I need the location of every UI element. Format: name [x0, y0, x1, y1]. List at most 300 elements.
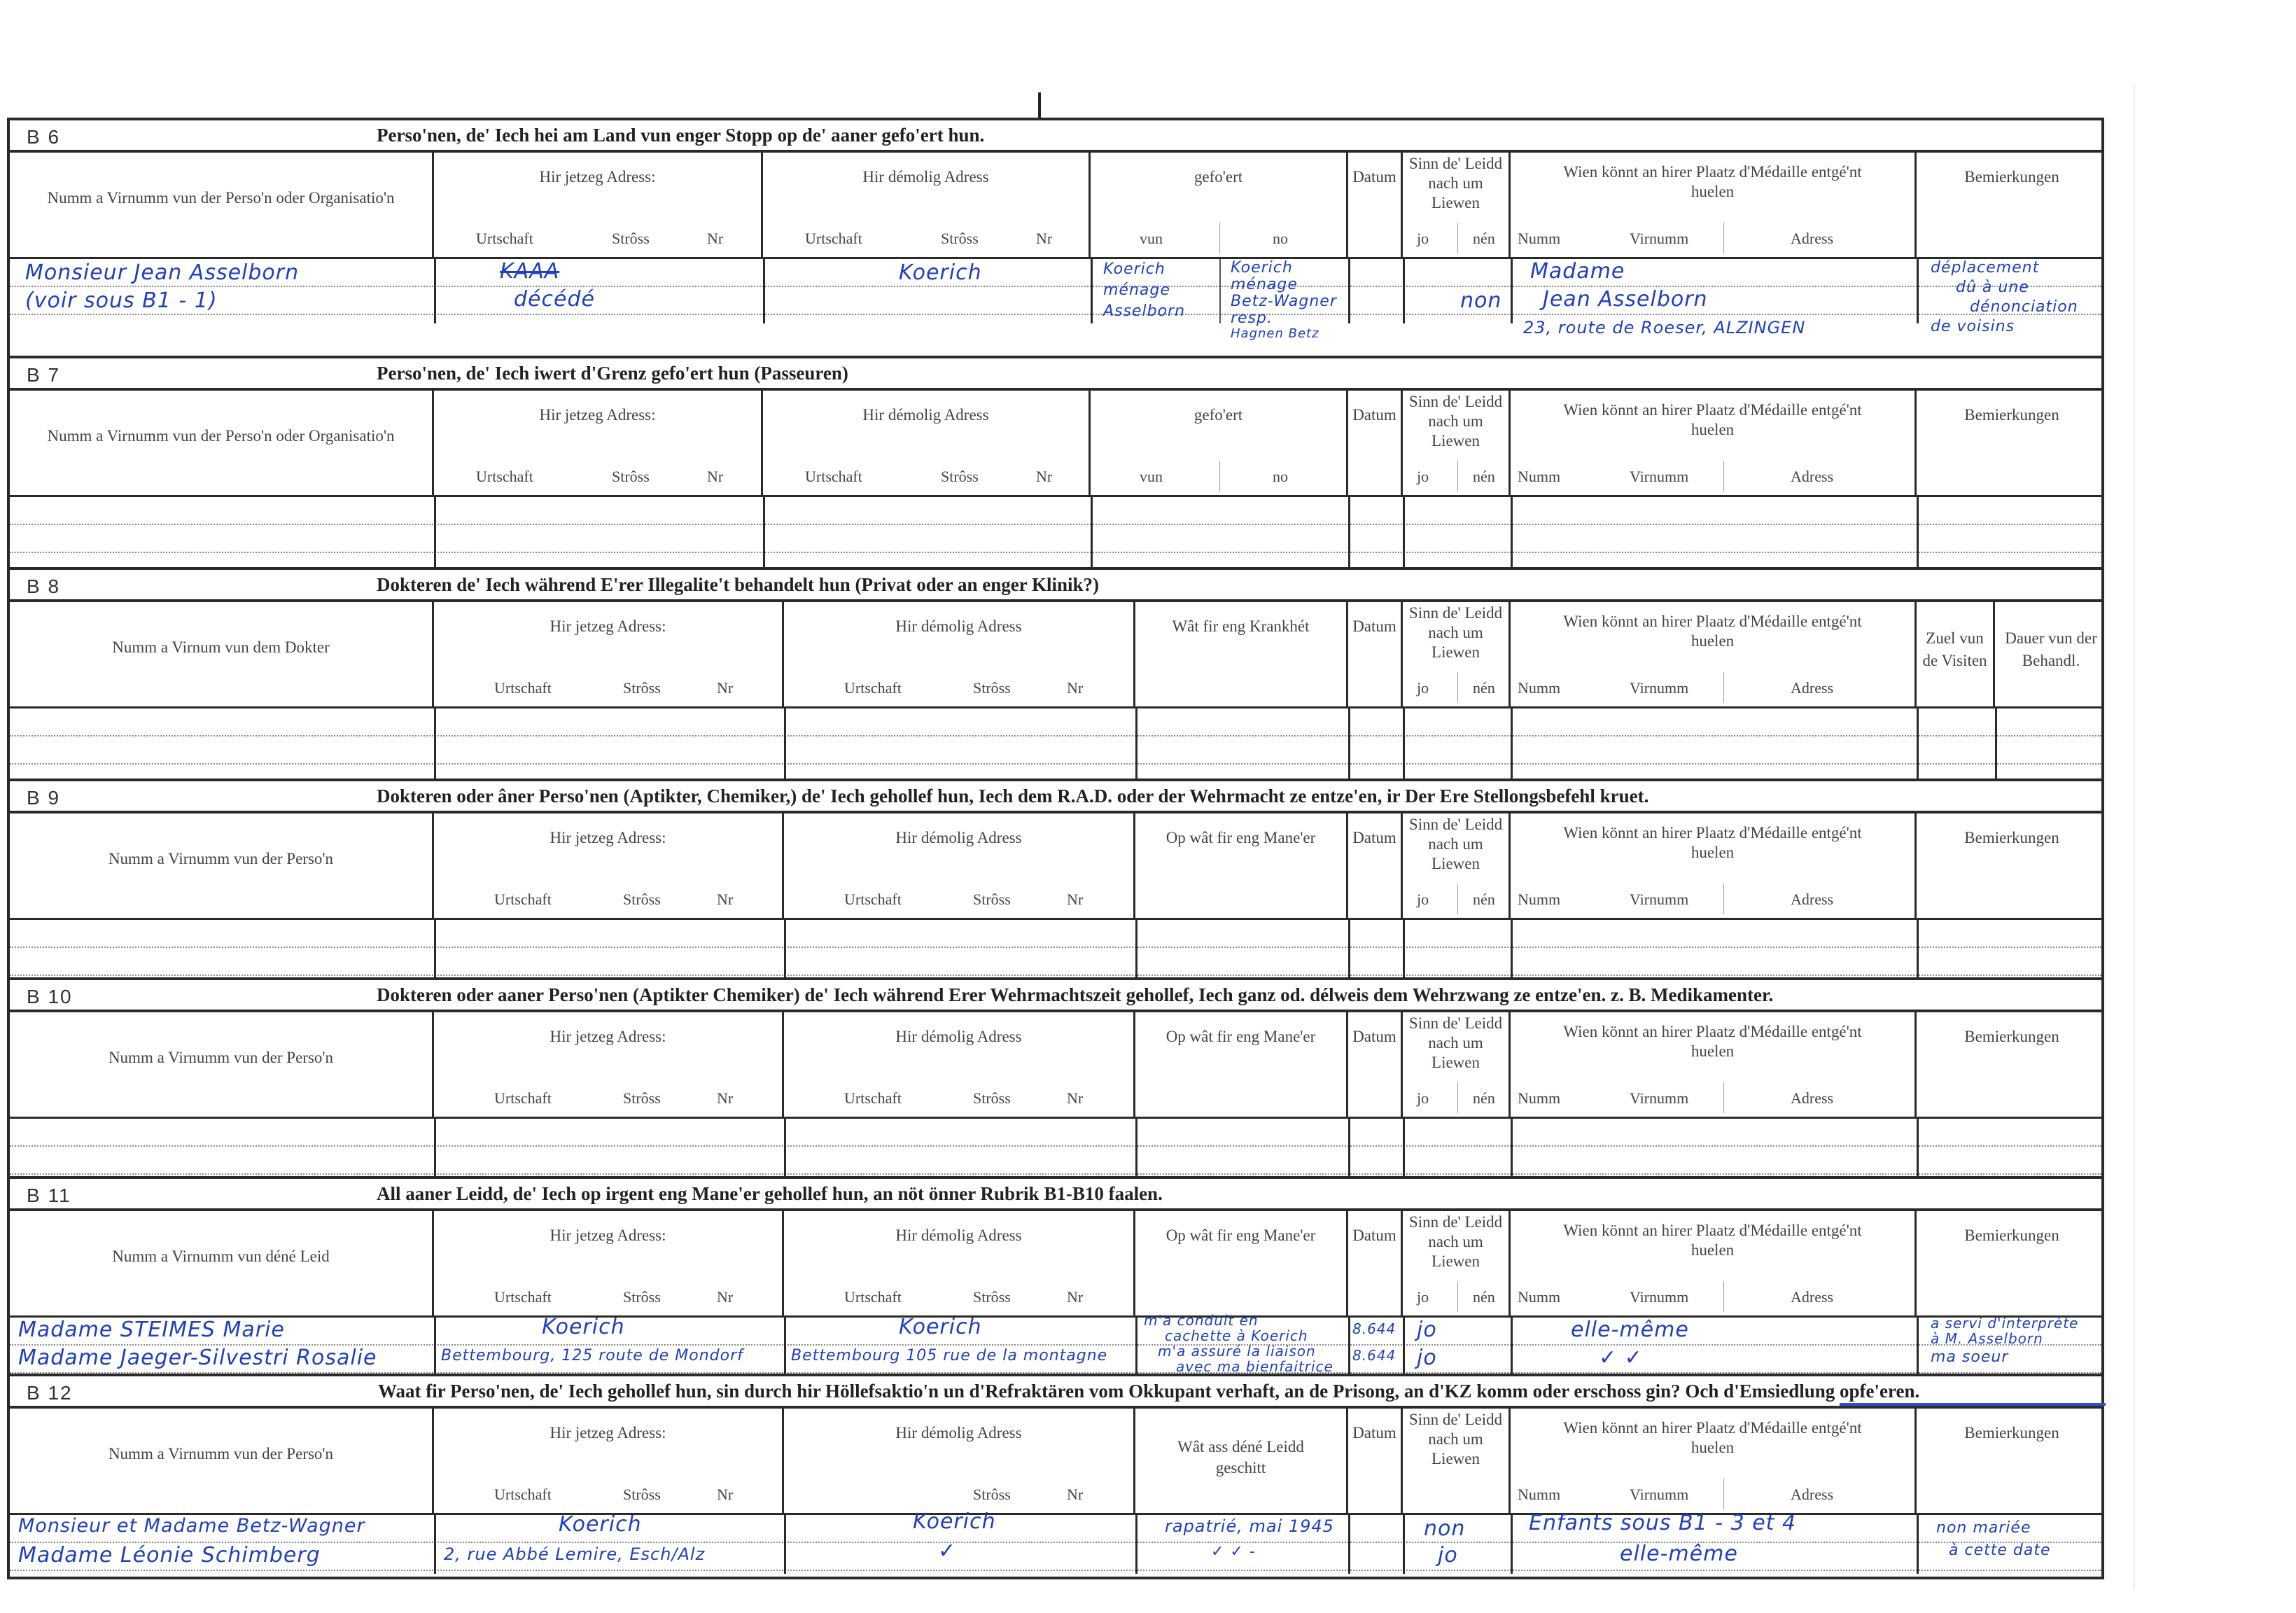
section-title: Perso'nen, de' Iech iwert d'Grenz gefo'ert hun (Passeuren): [377, 363, 848, 384]
col-former-address: [784, 1012, 1135, 1117]
sub-firstname: Virnumm: [1630, 230, 1689, 247]
table-row: [10, 736, 2101, 764]
row-divider: [1511, 920, 1513, 977]
section-title: Waat fir Perso'nen, de' Iech gehollef hun, sin durch hir Höllefsaktio'n un d'Refraktären vom Okkupant verhaft, an de Prisong, an d'KZ komm oder erschoss gin? Och d'Emsiedlung opfe'eren.: [378, 1381, 1920, 1402]
row-divider: [763, 259, 765, 323]
section-code: B 6: [27, 126, 61, 148]
sub-surname: Numm: [1518, 1486, 1561, 1503]
header-visits: Zuel vun de Visiten: [1922, 629, 1987, 669]
sub-yes: jo: [1417, 891, 1429, 908]
row-divider: [1511, 1318, 1513, 1374]
section-b10: [10, 980, 2101, 1179]
column-headers: [10, 1409, 2101, 1515]
col-current-address: [434, 1211, 784, 1315]
col-name: [10, 1211, 434, 1315]
divider: [1723, 1082, 1724, 1113]
column-headers: [10, 153, 2101, 259]
sub-no: nén: [1473, 468, 1495, 485]
sub-nr: Nr: [717, 1089, 734, 1107]
hw-to: Betz-Wagner: [1231, 293, 1337, 310]
header-alive: Sinn de' Leidd nach um Liewen: [1408, 1213, 1503, 1270]
col-name: [10, 1012, 434, 1117]
header-date: Datum: [1352, 617, 1396, 635]
header-alive: Sinn de' Leidd nach um Liewen: [1408, 1014, 1503, 1071]
sub-yes: jo: [1417, 1089, 1429, 1107]
row-divider: [434, 259, 436, 323]
header-name: Numm a Virnumm vun déné Leid: [112, 1248, 330, 1265]
hw-remarks: de voisins: [1931, 318, 2015, 335]
col-current-address: [434, 1409, 784, 1513]
section-title: All aaner Leidd, de' Iech op irgent eng Mane'er gehollef hun, an nöt önner Rubrik B1-B10 faalen.: [377, 1183, 1163, 1204]
table-row: [10, 1147, 2101, 1175]
sub-address: Adress: [1791, 679, 1834, 697]
header-remarks: Bemierkungen: [1964, 168, 2059, 186]
sub-surname: Numm: [1518, 230, 1561, 247]
col-remarks: [1917, 814, 2107, 918]
hw-current-address: 2, rue Abbé Lemire, Esch/Alz: [444, 1544, 706, 1564]
section-code: B 7: [27, 364, 61, 386]
divider: [1723, 461, 1724, 491]
divider: [1219, 461, 1220, 491]
col-former-address: [784, 1211, 1135, 1315]
col-remarks: [1917, 1409, 2107, 1513]
section-title: Dokteren oder aaner Perso'nen (Aptikter Chemiker) de' Iech während Erer Wehrmachtszeit gehollef, Iech ganz od. délweis dem Wehrzwang ze entze'en. z. B. Medikamenter.: [377, 984, 1774, 1005]
section-b11: [10, 1179, 2101, 1376]
header-alive: Sinn de' Leidd nach um Liewen: [1408, 155, 1503, 211]
section-b6: [10, 120, 2101, 358]
sub-street: Strôss: [973, 679, 1011, 697]
header-former-address: Hir démolig Adress: [895, 829, 1022, 846]
hw-remarks: dénonciation: [1970, 298, 2078, 316]
row-divider: [1348, 920, 1350, 977]
divider: [1457, 223, 1458, 253]
section-code: B 8: [27, 575, 61, 597]
row-divider: [434, 1318, 436, 1374]
section-code: B 12: [27, 1382, 73, 1404]
sub-street: Strôss: [623, 1486, 661, 1503]
hw-manner: m'a assuré la liaison: [1158, 1343, 1316, 1360]
table-row: [10, 1119, 2101, 1147]
row-divider: [1917, 708, 1919, 778]
section-b8: [10, 570, 2101, 781]
sub-firstname: Virnumm: [1630, 1486, 1689, 1503]
divider: [1219, 223, 1220, 253]
row-divider: [434, 708, 436, 778]
sub-address: Adress: [1791, 1089, 1834, 1107]
sub-address: Adress: [1791, 230, 1834, 247]
sub-yes: jo: [1417, 468, 1429, 485]
hw-alive: jo: [1417, 1318, 1437, 1342]
section-header-bar: [10, 358, 2101, 391]
divider: [1457, 1082, 1458, 1113]
divider: [1723, 223, 1724, 253]
row-divider: [1511, 497, 1513, 567]
sub-nr: Nr: [1036, 230, 1053, 247]
header-moved: gefo'ert: [1194, 168, 1243, 186]
header-name: Numm a Virnumm vun der Perso'n oder Organisatio'n: [47, 427, 395, 445]
col-medal: [1511, 1012, 1917, 1117]
hw-to: resp.: [1231, 309, 1273, 327]
header-date: Datum: [1352, 829, 1396, 846]
header-moved: gefo'ert: [1194, 406, 1243, 424]
col-medal: [1511, 602, 1917, 706]
sub-nr: Nr: [1036, 468, 1053, 485]
hw-alive: jo: [1417, 1346, 1437, 1370]
hw-alive: jo: [1438, 1543, 1458, 1567]
hw-remarks: dû à une: [1956, 279, 2029, 296]
hw-remarks: déplacement: [1931, 259, 2040, 277]
row-divider: [1135, 1119, 1138, 1176]
row-divider: [1403, 497, 1405, 567]
section-code: B 11: [27, 1185, 71, 1206]
sub-locality: Urtschaft: [805, 230, 862, 247]
sub-firstname: Virnumm: [1630, 891, 1689, 908]
sub-no: nén: [1473, 1288, 1495, 1306]
row-divider: [1511, 259, 1513, 323]
header-date: Datum: [1352, 1227, 1396, 1244]
sub-firstname: Virnumm: [1630, 679, 1689, 697]
sub-surname: Numm: [1518, 1288, 1561, 1306]
sub-address: Adress: [1791, 468, 1834, 485]
row-divider: [784, 1515, 786, 1574]
hw-name: Madame Léonie Schimberg: [18, 1543, 321, 1567]
header-medal: Wien könnt an hirer Plaatz d'Médaille entgé'nt huelen: [1563, 163, 1862, 200]
col-treatment: [1995, 602, 2107, 706]
divider: [1723, 1281, 1724, 1312]
col-alive: [1403, 814, 1511, 918]
hw-medal: Enfants sous B1 - 3 et 4: [1529, 1511, 1797, 1535]
sub-street: Strôss: [623, 679, 661, 697]
sub-street: Strôss: [973, 891, 1011, 908]
header-remarks: Bemierkungen: [1964, 406, 2059, 424]
hw-former-address: Koerich: [899, 260, 982, 285]
sub-yes: jo: [1417, 679, 1429, 697]
sub-surname: Numm: [1518, 468, 1561, 485]
divider: [1457, 1281, 1458, 1312]
sub-address: Adress: [1791, 1486, 1834, 1503]
col-date: [1348, 1211, 1403, 1315]
col-visits: [1917, 602, 1995, 706]
header-remarks: Bemierkungen: [1964, 829, 2059, 846]
row-divider: [784, 1119, 786, 1176]
sub-locality: Urtschaft: [844, 679, 902, 697]
hw-medal: Madame: [1530, 259, 1625, 284]
sub-address: Adress: [1791, 1288, 1834, 1306]
sub-to: no: [1273, 230, 1288, 247]
hw-remarks: a servi d'interprète: [1931, 1315, 2079, 1332]
sub-nr: Nr: [707, 230, 724, 247]
sub-from: vun: [1140, 468, 1163, 485]
col-current-address: [434, 153, 763, 257]
header-former-address: Hir démolig Adress: [895, 1424, 1022, 1441]
col-former-address: [784, 602, 1135, 706]
row-divider: [1135, 920, 1138, 977]
section-header-bar: [10, 781, 2101, 814]
sub-street: Strôss: [623, 1089, 661, 1107]
col-remarks: [1917, 1012, 2107, 1117]
sub-locality: Urtschaft: [476, 230, 533, 247]
table-row: [10, 497, 2101, 525]
column-headers: [10, 602, 2101, 708]
col-manner: [1135, 1012, 1348, 1117]
col-name: [10, 1409, 434, 1513]
hw-current-address: Bettembourg, 125 route de Mondorf: [441, 1347, 743, 1364]
row-divider: [1917, 497, 1919, 567]
col-date: [1348, 1012, 1403, 1117]
header-name: Numm a Virnum vun dem Dokter: [112, 638, 330, 656]
col-remarks: [1917, 153, 2107, 257]
hw-current-address: Koerich: [542, 1315, 625, 1339]
row-divider: [1403, 1119, 1405, 1176]
row-divider: [1917, 920, 1919, 977]
row-divider: [1917, 259, 1919, 323]
row-divider: [1348, 259, 1350, 323]
sub-no: nén: [1473, 679, 1495, 697]
col-date: [1348, 814, 1403, 918]
section-header-bar: [10, 1179, 2101, 1211]
header-former-address: Hir démolig Adress: [862, 168, 989, 186]
hw-to: Hagnen Betz: [1231, 326, 1320, 341]
header-medal: Wien könnt an hirer Plaatz d'Médaille entgé'nt huelen: [1563, 1222, 1862, 1259]
col-current-address: [434, 602, 784, 706]
row-divider: [1135, 1318, 1138, 1374]
header-former-address: Hir démolig Adress: [895, 617, 1022, 635]
col-moved: [1091, 391, 1348, 495]
sub-surname: Numm: [1518, 679, 1561, 697]
row-divider: [1403, 1318, 1405, 1374]
header-name: Numm a Virnumm vun der Perso'n oder Organisatio'n: [47, 189, 395, 207]
header-remarks: Bemierkungen: [1964, 1424, 2059, 1441]
sub-street: Strôss: [623, 891, 661, 908]
row-divider: [434, 1515, 436, 1574]
header-alive: Sinn de' Leidd nach um Liewen: [1408, 816, 1503, 872]
page-edge: [2134, 84, 2135, 1589]
col-name: [10, 602, 434, 706]
sub-nr: Nr: [717, 891, 734, 908]
header-current-address: Hir jetzeg Adress:: [539, 406, 656, 424]
col-former-address: [784, 1409, 1135, 1513]
sub-nr: Nr: [707, 468, 724, 485]
row-divider: [784, 920, 786, 977]
sub-yes: jo: [1417, 1288, 1429, 1306]
hw-remarks: à M. Asselborn: [1931, 1330, 2043, 1347]
sub-nr: Nr: [1067, 1288, 1084, 1306]
header-manner: Op wât fir eng Mane'er: [1166, 1028, 1316, 1045]
sub-to: no: [1273, 468, 1288, 485]
header-date: Datum: [1352, 168, 1396, 186]
col-medal: [1511, 814, 1917, 918]
section-header-bar: [10, 980, 2101, 1012]
hw-remarks: à cette date: [1949, 1542, 2051, 1559]
header-remarks: Bemierkungen: [1964, 1028, 2059, 1045]
hw-remarks: ma soeur: [1931, 1348, 2009, 1366]
hw-medal: Jean Asselborn: [1543, 287, 1708, 312]
header-medal: Wien könnt an hirer Plaatz d'Médaille entgé'nt huelen: [1563, 824, 1862, 861]
top-tick-mark: [1038, 92, 1041, 118]
col-former-address: [763, 153, 1091, 257]
table-row: [10, 920, 2101, 948]
row-divider: [1219, 259, 1221, 323]
divider: [1723, 884, 1724, 914]
sub-locality: Urtschaft: [805, 468, 862, 485]
col-name: [10, 391, 434, 495]
sub-surname: Numm: [1518, 1089, 1561, 1107]
row-divider: [434, 1119, 436, 1176]
header-former-address: Hir démolig Adress: [895, 1227, 1022, 1244]
column-headers: [10, 391, 2101, 497]
column-headers: [10, 1211, 2101, 1318]
col-medal: [1511, 1409, 1917, 1513]
header-date: Datum: [1352, 406, 1396, 424]
hw-to: Koerich: [1231, 259, 1293, 277]
hw-manner: avec ma bienfaitrice: [1176, 1358, 1334, 1375]
hw-manner: cachette à Koerich: [1165, 1327, 1308, 1344]
header-date: Datum: [1352, 1028, 1396, 1045]
hw-from: Asselborn: [1103, 302, 1186, 320]
sub-nr: Nr: [717, 1288, 734, 1306]
sub-street: Strôss: [623, 1288, 661, 1306]
header-medal: Wien könnt an hirer Plaatz d'Médaille entgé'nt huelen: [1563, 1023, 1862, 1060]
hw-date: 8.644: [1352, 1320, 1396, 1337]
sub-locality: Urtschaft: [844, 1288, 902, 1306]
hw-medal: elle-même: [1620, 1542, 1738, 1566]
section-b12: [10, 1376, 2101, 1577]
col-remarks: [1917, 1211, 2107, 1315]
header-name: Numm a Virnumm vun der Perso'n: [108, 850, 334, 867]
hw-alive: non: [1424, 1516, 1466, 1541]
hw-name: Madame STEIMES Marie: [18, 1318, 285, 1342]
section-title: Dokteren oder âner Perso'nen (Aptikter, Chemiker,) de' Iech gehollef hun, Iech dem R.A.D. oder der Wehrmacht ze entze'en, ir Der Ere Stellongsbefehl kruet.: [377, 785, 1649, 806]
header-date: Datum: [1352, 1424, 1396, 1441]
row-divider: [1348, 1515, 1350, 1574]
sub-street: Strôss: [612, 468, 650, 485]
hw-remarks: non mariée: [1936, 1519, 2031, 1537]
col-current-address: [434, 391, 763, 495]
hw-name: Monsieur et Madame Betz-Wagner: [18, 1515, 365, 1537]
column-headers: [10, 1012, 2101, 1119]
sub-no: nén: [1473, 891, 1495, 908]
sub-locality: Urtschaft: [844, 891, 902, 908]
column-headers: [10, 814, 2101, 920]
header-medal: Wien könnt an hirer Plaatz d'Médaille entgé'nt huelen: [1563, 401, 1862, 438]
sub-locality: Urtschaft: [494, 679, 552, 697]
col-medal: [1511, 1211, 1917, 1315]
handwritten-underline: [1840, 1403, 2106, 1406]
hw-current-address: décédé: [514, 287, 595, 312]
header-what-happened: Wât ass déné Leidd geschitt: [1177, 1438, 1304, 1476]
sub-locality: Urtschaft: [494, 1089, 552, 1107]
col-what-happened: [1135, 1409, 1348, 1513]
header-alive: Sinn de' Leidd nach um Liewen: [1408, 393, 1503, 449]
sub-locality: Urtschaft: [494, 891, 552, 908]
row-divider: [1348, 1119, 1350, 1176]
header-alive: Sinn de' Leidd nach um Liewen: [1408, 1411, 1503, 1467]
header-name: Numm a Virnumm vun der Perso'n: [108, 1049, 334, 1066]
sub-nr: Nr: [1067, 1486, 1084, 1503]
row-divider: [434, 920, 436, 977]
sub-locality: Urtschaft: [494, 1288, 552, 1306]
sub-locality: Urtschaft: [476, 468, 533, 485]
sub-firstname: Virnumm: [1630, 468, 1689, 485]
table-row: [10, 287, 2101, 315]
col-former-address: [763, 391, 1091, 495]
row-divider: [1403, 259, 1405, 323]
header-name: Numm a Virnumm vun der Perso'n: [108, 1445, 334, 1462]
hw-former-address: Koerich: [899, 1315, 982, 1339]
hw-medal: ✓ ✓: [1599, 1346, 1643, 1370]
hw-from: Koerich: [1103, 260, 1166, 278]
hw-name: (voir sous B1 - 1): [25, 288, 218, 313]
sub-yes: jo: [1417, 230, 1429, 247]
hw-former-address: ✓: [938, 1539, 957, 1563]
hw-former-address: Koerich: [913, 1509, 996, 1534]
col-name: [10, 153, 434, 257]
questionnaire-sheet: [7, 118, 2104, 1579]
col-remarks: [1917, 391, 2107, 495]
divider: [1457, 461, 1458, 491]
hw-medal: elle-même: [1571, 1318, 1689, 1342]
header-current-address: Hir jetzeg Adress:: [539, 168, 656, 186]
col-former-address: [784, 814, 1135, 918]
divider: [1457, 884, 1458, 914]
header-alive: Sinn de' Leidd nach um Liewen: [1408, 604, 1503, 661]
table-row: [10, 708, 2101, 736]
col-date: [1348, 153, 1403, 257]
table-row: [10, 948, 2101, 976]
section-header-bar: [10, 1376, 2101, 1409]
sub-nr: Nr: [717, 679, 734, 697]
col-alive: [1403, 391, 1511, 495]
row-divider: [784, 708, 786, 778]
row-divider: [1348, 497, 1350, 567]
hw-name: Madame Jaeger-Silvestri Rosalie: [18, 1346, 377, 1370]
sub-no: nén: [1473, 1089, 1495, 1107]
sub-nr: Nr: [717, 1486, 734, 1503]
hw-from: ménage: [1103, 281, 1170, 299]
col-alive: [1403, 1211, 1511, 1315]
sub-nr: Nr: [1067, 1089, 1084, 1107]
sub-firstname: Virnumm: [1630, 1288, 1689, 1306]
col-current-address: [434, 1012, 784, 1117]
hw-medal: 23, route de Roeser, ALZINGEN: [1523, 318, 1806, 337]
section-b7: [10, 358, 2101, 570]
col-illness: [1135, 602, 1348, 706]
table-row: [10, 259, 2101, 287]
divider: [1723, 672, 1724, 703]
table-row: [10, 1543, 2101, 1571]
row-divider: [1403, 1515, 1405, 1574]
sub-surname: Numm: [1518, 891, 1561, 908]
sub-street: Strôss: [941, 230, 979, 247]
hw-date: 8.644: [1352, 1347, 1396, 1364]
hw-former-address: Bettembourg 105 rue de la montagne: [791, 1347, 1108, 1364]
sub-street: Strôss: [973, 1089, 1011, 1107]
hw-name: Monsieur Jean Asselborn: [25, 260, 300, 285]
header-medal: Wien könnt an hirer Plaatz d'Médaille entgé'nt huelen: [1563, 1419, 1862, 1456]
col-alive: [1403, 1409, 1511, 1513]
row-divider: [1511, 708, 1513, 778]
row-divider: [1403, 920, 1405, 977]
header-medal: Wien könnt an hirer Plaatz d'Médaille entgé'nt huelen: [1563, 613, 1862, 650]
sub-firstname: Virnumm: [1630, 1089, 1689, 1107]
table-row: [10, 1318, 2101, 1346]
sub-street: Strôss: [941, 468, 979, 485]
row-divider: [1917, 1515, 1919, 1574]
hw-what-happened: ✓ ✓ -: [1211, 1543, 1256, 1560]
col-medal: [1511, 153, 1917, 257]
row-divider: [1091, 497, 1093, 567]
section-b9: [10, 781, 2101, 980]
